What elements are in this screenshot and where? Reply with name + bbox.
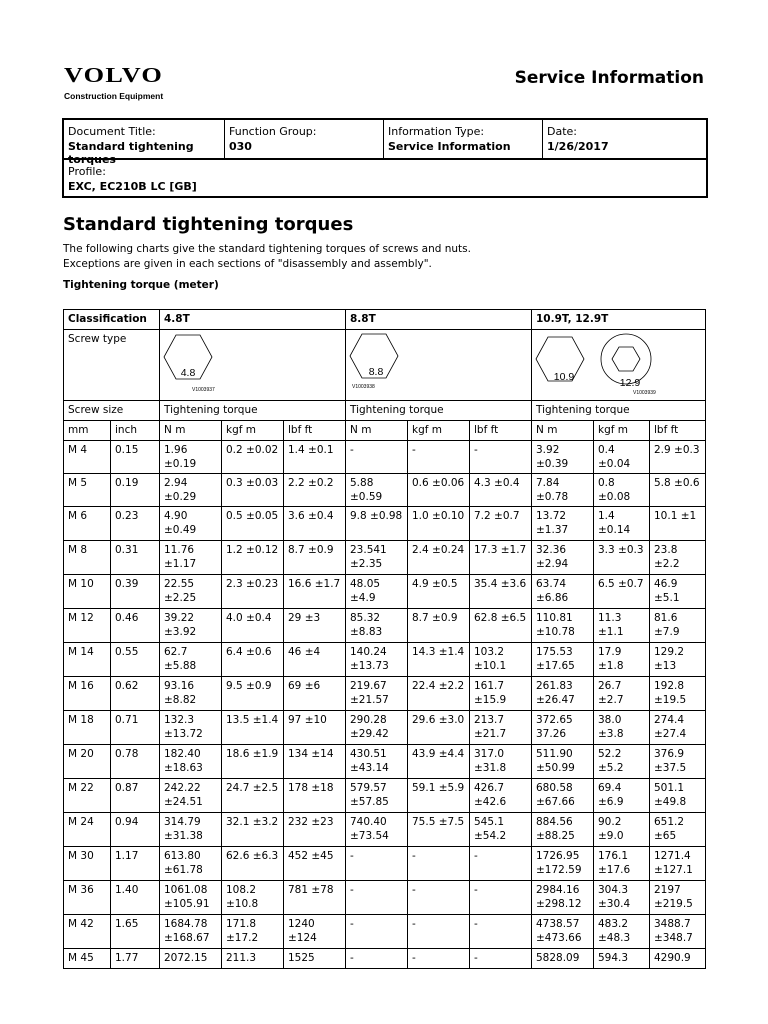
table-cell: -: [346, 949, 408, 969]
table-cell: 232 ±23: [284, 813, 346, 847]
table-cell: 5.8 ±0.6: [650, 474, 706, 507]
unit-mm: mm: [64, 421, 111, 441]
table-cell: 5828.09: [532, 949, 594, 969]
table-cell: 17.3 ±1.7: [470, 541, 532, 575]
table-cell: 13.5 ±1.4: [222, 711, 284, 745]
class-10-9t-12-9t: 10.9T, 12.9T: [532, 310, 706, 330]
table-cell: 132.3 ±13.72: [160, 711, 222, 745]
table-cell: 62.8 ±6.5: [470, 609, 532, 643]
table-cell: 7.84 ±0.78: [532, 474, 594, 507]
table-cell: 274.4 ±27.4: [650, 711, 706, 745]
table-cell: 2.2 ±0.2: [284, 474, 346, 507]
table-cell: 23.541 ±2.35: [346, 541, 408, 575]
table-cell: 24.7 ±2.5: [222, 779, 284, 813]
table-cell: 1271.4 ±127.1: [650, 847, 706, 881]
table-cell: -: [470, 949, 532, 969]
table-cell: 1.77: [111, 949, 160, 969]
table-cell: -: [346, 915, 408, 949]
date-cell: [542, 120, 706, 158]
table-cell: M 18: [64, 711, 111, 745]
table-cell: 1.0 ±0.10: [408, 507, 470, 541]
table-cell: 219.67 ±21.57: [346, 677, 408, 711]
tightening-label-4-8: Tightening torque: [160, 401, 346, 421]
table-cell: -: [346, 881, 408, 915]
table-cell: 6.5 ±0.7: [594, 575, 650, 609]
page-header-title: Service Information: [514, 68, 704, 88]
document-info-box: [62, 118, 708, 198]
table-cell: 14.3 ±1.4: [408, 643, 470, 677]
table-cell: 242.22 ±24.51: [160, 779, 222, 813]
table-cell: 0.31: [111, 541, 160, 575]
table-cell: 62.6 ±6.3: [222, 847, 284, 881]
table-cell: 23.8 ±2.2: [650, 541, 706, 575]
screw-size-row: [64, 401, 706, 421]
profile-label: Profile:: [68, 165, 106, 178]
torque-table: [63, 309, 706, 969]
function-group-value: 030: [229, 140, 252, 153]
table-cell: 192.8 ±19.5: [650, 677, 706, 711]
table-cell: M 24: [64, 813, 111, 847]
table-cell: 48.05 ±4.9: [346, 575, 408, 609]
table-cell: 10.1 ±1: [650, 507, 706, 541]
table-cell: 317.0 ±31.8: [470, 745, 532, 779]
table-cell: 4.9 ±0.5: [408, 575, 470, 609]
table-cell: 213.7 ±21.7: [470, 711, 532, 745]
unit-kgfm-8-8: kgf m: [408, 421, 470, 441]
table-cell: 372.65 37.26: [532, 711, 594, 745]
table-cell: M 12: [64, 609, 111, 643]
table-cell: 2.3 ±0.23: [222, 575, 284, 609]
unit-nm-8-8: N m: [346, 421, 408, 441]
table-cell: 17.9 ±1.8: [594, 643, 650, 677]
table-row: [64, 813, 706, 847]
info-type-label: Information Type:: [388, 125, 485, 138]
table-cell: -: [470, 915, 532, 949]
table-row: [64, 541, 706, 575]
screw-type-10-9-12-9: [532, 330, 706, 401]
table-cell: 0.2 ±0.02: [222, 441, 284, 474]
table-cell: 134 ±14: [284, 745, 346, 779]
class-8-8t: 8.8T: [346, 310, 532, 330]
table-cell: -: [408, 881, 470, 915]
table-row: [64, 441, 706, 474]
table-cell: 110.81 ±10.78: [532, 609, 594, 643]
screw-type-label: Screw type: [64, 330, 160, 401]
table-cell: 884.56 ±88.25: [532, 813, 594, 847]
tightening-label-8-8: Tightening torque: [346, 401, 532, 421]
figure-code-4-8: V1003937: [192, 387, 215, 393]
table-row: [64, 949, 706, 969]
table-cell: 2072.15: [160, 949, 222, 969]
table-cell: 426.7 ±42.6: [470, 779, 532, 813]
table-cell: 0.23: [111, 507, 160, 541]
table-cell: 1.2 ±0.12: [222, 541, 284, 575]
table-cell: 171.8 ±17.2: [222, 915, 284, 949]
table-row: [64, 881, 706, 915]
table-cell: 1726.95 ±172.59: [532, 847, 594, 881]
table-cell: 22.55 ±2.25: [160, 575, 222, 609]
table-cell: 22.4 ±2.2: [408, 677, 470, 711]
table-cell: -: [408, 847, 470, 881]
table-cell: 3.6 ±0.4: [284, 507, 346, 541]
table-row: [64, 711, 706, 745]
unit-kgfm-10-9: kgf m: [594, 421, 650, 441]
table-cell: 4.3 ±0.4: [470, 474, 532, 507]
brand-subtitle: Construction Equipment: [64, 91, 164, 101]
date-value: 1/26/2017: [547, 140, 609, 153]
table-cell: 0.78: [111, 745, 160, 779]
table-cell: 0.8 ±0.08: [594, 474, 650, 507]
table-cell: 7.2 ±0.7: [470, 507, 532, 541]
table-cell: M 10: [64, 575, 111, 609]
table-row: [64, 847, 706, 881]
table-cell: 4.90 ±0.49: [160, 507, 222, 541]
table-cell: 62.7 ±5.88: [160, 643, 222, 677]
table-cell: 781 ±78: [284, 881, 346, 915]
classification-label: Classification: [64, 310, 160, 330]
info-type-value: Service Information: [388, 140, 511, 153]
function-group-label: Function Group:: [229, 125, 317, 138]
doc-title-cell: [64, 120, 224, 166]
table-cell: 35.4 ±3.6: [470, 575, 532, 609]
screw-size-label: Screw size: [64, 401, 160, 421]
table-cell: 103.2 ±10.1: [470, 643, 532, 677]
table-cell: 2.4 ±0.24: [408, 541, 470, 575]
table-cell: 314.79 ±31.38: [160, 813, 222, 847]
table-cell: 0.4 ±0.04: [594, 441, 650, 474]
table-row: [64, 609, 706, 643]
table-cell: -: [408, 915, 470, 949]
table-cell: 2984.16 ±298.12: [532, 881, 594, 915]
table-cell: 0.5 ±0.05: [222, 507, 284, 541]
table-cell: 9.8 ±0.98: [346, 507, 408, 541]
table-cell: 211.3: [222, 949, 284, 969]
table-cell: 46 ±4: [284, 643, 346, 677]
units-row: [64, 421, 706, 441]
table-cell: 69.4 ±6.9: [594, 779, 650, 813]
table-cell: 4738.57 ±473.66: [532, 915, 594, 949]
intro-text: [63, 242, 471, 272]
table-row: [64, 507, 706, 541]
date-label: Date:: [547, 125, 577, 138]
table-cell: 290.28 ±29.42: [346, 711, 408, 745]
unit-nm-4-8: N m: [160, 421, 222, 441]
table-row: [64, 575, 706, 609]
table-cell: 1.65: [111, 915, 160, 949]
volvo-logo: [64, 63, 163, 101]
table-row: [64, 643, 706, 677]
table-cell: M 42: [64, 915, 111, 949]
table-cell: 1.17: [111, 847, 160, 881]
table-cell: 85.32 ±8.83: [346, 609, 408, 643]
tightening-label-10-9: Tightening torque: [532, 401, 706, 421]
unit-nm-10-9: N m: [532, 421, 594, 441]
table-cell: 6.4 ±0.6: [222, 643, 284, 677]
table-cell: M 30: [64, 847, 111, 881]
function-group-cell: [224, 120, 383, 158]
table-cell: -: [408, 441, 470, 474]
table-subheading: Tightening torque (meter): [63, 279, 219, 291]
table-cell: 90.2 ±9.0: [594, 813, 650, 847]
doc-title-label: Document Title:: [68, 125, 156, 138]
figure-code-10-9: V1003939: [633, 390, 656, 396]
table-cell: 63.74 ±6.86: [532, 575, 594, 609]
table-cell: 0.94: [111, 813, 160, 847]
intro-line-1: The following charts give the standard tightening torques of screws and nuts.: [63, 243, 471, 255]
table-cell: 680.58 ±67.66: [532, 779, 594, 813]
table-cell: 97 ±10: [284, 711, 346, 745]
table-cell: M 14: [64, 643, 111, 677]
brand-wordmark: VOLVO: [64, 63, 164, 87]
table-cell: 3.92 ±0.39: [532, 441, 594, 474]
figure-code-8-8: V1003938: [352, 384, 375, 390]
table-cell: 1061.08 ±105.91: [160, 881, 222, 915]
table-cell: 2197 ±219.5: [650, 881, 706, 915]
table-cell: M 16: [64, 677, 111, 711]
table-cell: 39.22 ±3.92: [160, 609, 222, 643]
table-row: [64, 474, 706, 507]
classification-row: [64, 310, 706, 330]
table-cell: 594.3: [594, 949, 650, 969]
unit-lbfft-8-8: lbf ft: [470, 421, 532, 441]
hex-bolt-8-8-icon: [348, 332, 428, 396]
table-cell: 32.36 ±2.94: [532, 541, 594, 575]
screw-type-8-8: [346, 330, 532, 401]
table-cell: 5.88 ±0.59: [346, 474, 408, 507]
table-cell: -: [470, 881, 532, 915]
table-cell: 511.90 ±50.99: [532, 745, 594, 779]
table-cell: 483.2 ±48.3: [594, 915, 650, 949]
unit-lbfft-10-9: lbf ft: [650, 421, 706, 441]
table-cell: 4290.9: [650, 949, 706, 969]
table-cell: 1.4 ±0.1: [284, 441, 346, 474]
table-cell: 176.1 ±17.6: [594, 847, 650, 881]
table-cell: 43.9 ±4.4: [408, 745, 470, 779]
table-cell: 108.2 ±10.8: [222, 881, 284, 915]
table-cell: -: [346, 441, 408, 474]
table-cell: 32.1 ±3.2: [222, 813, 284, 847]
hex-12-9-label: 12.9: [619, 377, 641, 389]
table-cell: 129.2 ±13: [650, 643, 706, 677]
hex-4-8-label: 4.8: [180, 367, 196, 379]
table-cell: 182.40 ±18.63: [160, 745, 222, 779]
table-cell: 8.7 ±0.9: [408, 609, 470, 643]
info-type-cell: [383, 120, 542, 158]
table-cell: 261.83 ±26.47: [532, 677, 594, 711]
table-cell: 1.40: [111, 881, 160, 915]
table-cell: 75.5 ±7.5: [408, 813, 470, 847]
table-cell: 26.7 ±2.7: [594, 677, 650, 711]
table-cell: 304.3 ±30.4: [594, 881, 650, 915]
table-cell: M 8: [64, 541, 111, 575]
profile-value: EXC, EC210B LC [GB]: [68, 180, 197, 193]
unit-lbfft-4-8: lbf ft: [284, 421, 346, 441]
table-cell: -: [408, 949, 470, 969]
table-cell: 1525: [284, 949, 346, 969]
table-cell: 430.51 ±43.14: [346, 745, 408, 779]
unit-kgfm-4-8: kgf m: [222, 421, 284, 441]
table-cell: 0.3 ±0.03: [222, 474, 284, 507]
table-cell: 579.57 ±57.85: [346, 779, 408, 813]
table-cell: 1.4 ±0.14: [594, 507, 650, 541]
table-cell: 9.5 ±0.9: [222, 677, 284, 711]
table-cell: 0.71: [111, 711, 160, 745]
table-cell: 545.1 ±54.2: [470, 813, 532, 847]
table-cell: 16.6 ±1.7: [284, 575, 346, 609]
screw-type-4-8: [160, 330, 346, 401]
table-cell: 0.15: [111, 441, 160, 474]
table-cell: 59.1 ±5.9: [408, 779, 470, 813]
table-cell: 2.9 ±0.3: [650, 441, 706, 474]
hex-8-8-label: 8.8: [368, 366, 384, 378]
table-cell: 140.24 ±13.73: [346, 643, 408, 677]
table-cell: 52.2 ±5.2: [594, 745, 650, 779]
table-cell: M 45: [64, 949, 111, 969]
table-cell: 1684.78 ±168.67: [160, 915, 222, 949]
table-row: [64, 915, 706, 949]
table-cell: -: [346, 847, 408, 881]
table-cell: M 4: [64, 441, 111, 474]
table-cell: 0.19: [111, 474, 160, 507]
doc-title-value: Standard tightening torques: [68, 140, 194, 166]
table-cell: M 6: [64, 507, 111, 541]
table-cell: 29 ±3: [284, 609, 346, 643]
screw-type-row: [64, 330, 706, 401]
hex-10-9-label: 10.9: [553, 371, 575, 383]
table-row: [64, 745, 706, 779]
table-cell: 3.3 ±0.3: [594, 541, 650, 575]
table-cell: 740.40 ±73.54: [346, 813, 408, 847]
table-cell: 69 ±6: [284, 677, 346, 711]
table-cell: 175.53 ±17.65: [532, 643, 594, 677]
table-cell: 13.72 ±1.37: [532, 507, 594, 541]
table-cell: 0.6 ±0.06: [408, 474, 470, 507]
table-cell: 2.94 ±0.29: [160, 474, 222, 507]
table-cell: 8.7 ±0.9: [284, 541, 346, 575]
table-cell: 0.55: [111, 643, 160, 677]
document-heading: Standard tightening torques: [63, 214, 354, 235]
table-cell: 1.96 ±0.19: [160, 441, 222, 474]
table-cell: 651.2 ±65: [650, 813, 706, 847]
unit-inch: inch: [111, 421, 160, 441]
table-cell: 29.6 ±3.0: [408, 711, 470, 745]
table-cell: 93.16 ±8.82: [160, 677, 222, 711]
table-cell: 376.9 ±37.5: [650, 745, 706, 779]
table-cell: 0.62: [111, 677, 160, 711]
table-cell: 81.6 ±7.9: [650, 609, 706, 643]
table-cell: 11.76 ±1.17: [160, 541, 222, 575]
hex-bolts-10-9-12-9-icon: [534, 332, 704, 396]
table-cell: M 22: [64, 779, 111, 813]
table-cell: 1240 ±124: [284, 915, 346, 949]
table-cell: M 36: [64, 881, 111, 915]
table-cell: 0.46: [111, 609, 160, 643]
table-row: [64, 779, 706, 813]
table-cell: M 5: [64, 474, 111, 507]
table-row: [64, 677, 706, 711]
table-cell: 18.6 ±1.9: [222, 745, 284, 779]
table-cell: 38.0 ±3.8: [594, 711, 650, 745]
table-cell: 452 ±45: [284, 847, 346, 881]
table-cell: 613.80 ±61.78: [160, 847, 222, 881]
table-cell: 4.0 ±0.4: [222, 609, 284, 643]
table-cell: -: [470, 441, 532, 474]
table-cell: 3488.7 ±348.7: [650, 915, 706, 949]
table-cell: 0.87: [111, 779, 160, 813]
intro-line-2: Exceptions are given in each sections of "disassembly and assembly".: [63, 258, 432, 270]
table-cell: 0.39: [111, 575, 160, 609]
table-cell: 161.7 ±15.9: [470, 677, 532, 711]
class-4-8t: 4.8T: [160, 310, 346, 330]
table-cell: M 20: [64, 745, 111, 779]
table-cell: 11.3 ±1.1: [594, 609, 650, 643]
table-cell: 501.1 ±49.8: [650, 779, 706, 813]
table-cell: -: [470, 847, 532, 881]
table-cell: 46.9 ±5.1: [650, 575, 706, 609]
hex-bolt-4-8-icon: [162, 332, 242, 396]
table-cell: 178 ±18: [284, 779, 346, 813]
profile-cell: [64, 160, 706, 196]
